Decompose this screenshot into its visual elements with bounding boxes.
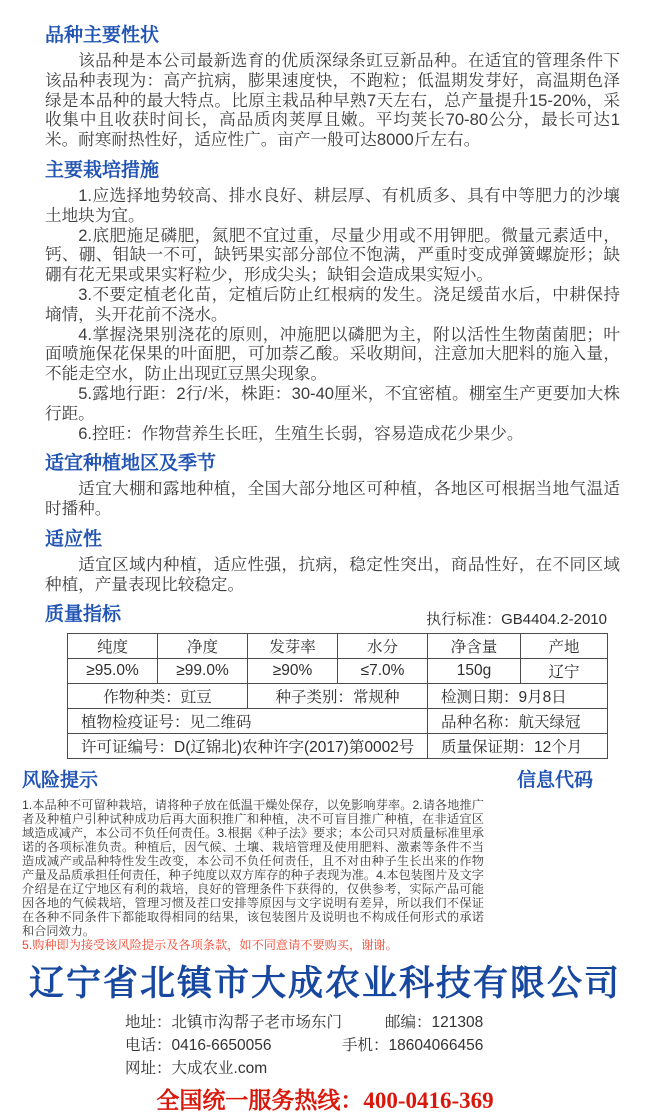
contact-row-phone xyxy=(125,1034,650,1057)
postal-pair xyxy=(385,1011,483,1034)
contact-row-address xyxy=(125,1011,650,1034)
section-heading-quality: 质量指标 xyxy=(45,603,122,625)
seed-class-cell: 种子类别：常规种 xyxy=(248,683,428,708)
table-value-cell: 辽宁 xyxy=(521,658,608,683)
table-value-cell: 150g xyxy=(428,658,521,683)
test-date-cell: 检测日期：9月8日 xyxy=(428,683,608,708)
table-header-cell: 水分 xyxy=(338,633,428,658)
section-heading-regions: 适宜种植地区及季节 xyxy=(45,453,217,475)
cultivation-item: 3.不要定植老化苗，定植后防止红根病的发生。浇足缓苗水后，中耕保持墒情，头开花前不浇水。 xyxy=(45,284,620,324)
mobile-label: 手机： xyxy=(342,1036,389,1054)
table-header-cell: 产地 xyxy=(521,633,608,658)
variety-name-cell: 品种名称：航天绿冠 xyxy=(428,708,608,733)
section-heading-info-code: 信息代码 xyxy=(516,769,593,791)
warranty-cell: 质量保证期：12个月 xyxy=(428,733,608,758)
contact-block xyxy=(125,1011,650,1080)
section-heading-risk: 风险提示 xyxy=(22,769,99,791)
risk-section xyxy=(0,759,650,953)
license-cell: 许可证编号：D(辽锦北)农种许字(2017)第0002号 xyxy=(68,733,428,758)
regions-paragraph: 适宜大棚和露地种植，全国大部分地区可种植，各地区可根据当地气温适时播种。 xyxy=(45,479,620,519)
table-header-cell: 净含量 xyxy=(428,633,521,658)
mobile-value: 18604066456 xyxy=(388,1036,484,1054)
address-value: 北镇市沟帮子老市场东门 xyxy=(171,1013,343,1031)
table-header-cell: 纯度 xyxy=(68,633,158,658)
section-heading-variety-traits: 品种主要性状 xyxy=(45,25,160,46)
variety-traits-paragraph: 该品种是本公司最新选育的优质深绿条豇豆新品种。在适宜的管理条件下该品种表现为：高产抗病，膨果速度快，不跑粒；低温期发芽好，高温期色泽绿是本品种的最大特点。比原主栽品种早熟7天左右，总产量提升15-20%，采收集中且收获时间长，高品质肉荚厚且嫩。平均荚长70-80公分，最长可达1米。耐寒耐热性好，适应性广。亩产一般可达8000斤左右。 xyxy=(45,51,620,150)
table-header-cell: 净度 xyxy=(158,633,248,658)
phone-label: 电话： xyxy=(125,1036,172,1054)
cultivation-item: 5.露地行距：2行/米，株距：30-40厘米，不宜密植。棚室生产更要加大株行距。 xyxy=(45,383,620,423)
risk-header-row xyxy=(22,763,615,796)
quality-table-info-row xyxy=(68,708,608,733)
table-value-cell: ≥90% xyxy=(248,658,338,683)
address-label: 地址： xyxy=(125,1013,172,1031)
postal-label: 邮编： xyxy=(385,1013,432,1031)
risk-notice-text: 1.本品种不可留种栽培，请将种子放在低温干燥处保存，以免影响芽率。2.请各地推广者及种植户引种试种成功后再大面积推广和种植，决不可盲目推广种植，在非适宜区域造成减产，本公司不负任何责任。3.根据《种子法》要求；本公司只对质量标准里承诺的各项标准负责。种植后，因气候、土壤、栽培管理及使用肥料、激素等条件不当造成减产或品种特性发生改变，本公司不负任何责任，且不对由种子生长出来的作物产量及品质承担任何责任，种子纯度以双方库存的种子表现为准。4.本包装图片及文字介绍是在辽宁地区有利的栽培，良好的管理条件下获得的，仅供参考，实际产品可能因各地的气候栽培，管理习惯及茬口安排等原因与文字说明有差异，所以我们不保证在各种不同条件下都能取得相同的结果，该包装图片及说明也不构成任何形式的承诺和合同效力。 xyxy=(22,797,484,939)
cultivation-item: 4.掌握浇果别浇花的原则，冲施肥以磷肥为主，附以活性生物菌菌肥；叶面喷施保花保果的叶面肥，可加萘乙酸。采收期间，注意加大肥料的施入量，不能走空水，防止出现豇豆黑尖现象。 xyxy=(45,324,620,384)
postal-value: 121308 xyxy=(431,1013,484,1031)
phone-pair xyxy=(125,1034,342,1057)
contact-row-web xyxy=(125,1057,650,1080)
address-pair xyxy=(125,1011,385,1034)
crop-kind-cell: 作物种类：豇豆 xyxy=(68,683,248,708)
quality-table xyxy=(67,633,608,759)
risk-accept-line: 5.购种即为接受该风险提示及各项条款，如不同意请不要购买，谢谢。 xyxy=(22,938,398,953)
quality-table-info-row xyxy=(68,733,608,758)
execution-standard: 执行标准：GB4404.2-2010 xyxy=(426,610,607,628)
cultivation-item: 6.控旺：作物营养生长旺，生殖生长弱，容易造成花少果少。 xyxy=(78,423,524,443)
mobile-pair xyxy=(342,1034,483,1057)
quality-table-info-row xyxy=(68,683,608,708)
table-value-cell: ≥99.0% xyxy=(158,658,248,683)
service-hotline: 全国统一服务热线：400-0416-369 xyxy=(156,1087,494,1113)
company-name: 辽宁省北镇市大成农业科技有限公司 xyxy=(28,963,621,1003)
section-heading-adaptability: 适应性 xyxy=(45,528,103,550)
phone-value: 0416-6650056 xyxy=(171,1036,272,1054)
quality-table-value-row xyxy=(68,658,608,683)
adaptability-paragraph: 适宜区域内种植，适应性强，抗病，稳定性突出，商品性好，在不同区域种植，产量表现比较稳定。 xyxy=(45,554,620,594)
web-pair xyxy=(125,1057,267,1080)
quality-header-row xyxy=(45,595,607,630)
section-heading-cultivation: 主要栽培措施 xyxy=(45,159,160,181)
web-value: 大成农业.com xyxy=(171,1059,268,1077)
quarantine-cell: 植物检疫证号：见二维码 xyxy=(68,708,428,733)
table-header-cell: 发芽率 xyxy=(248,633,338,658)
web-label: 网址： xyxy=(125,1059,172,1077)
quality-table-header-row xyxy=(68,633,608,658)
cultivation-item: 2.底肥施足磷肥，氮肥不宜过重，尽量少用或不用钾肥。微量元素适中，钙、硼、钼缺一不可，缺钙果实部分部位不饱满，严重时变成弹簧螺旋形；缺硼有花无果或果实籽粒少，形成尖头；缺钼会造成果实短小。 xyxy=(45,225,620,285)
cultivation-item: 1.应选择地势较高、排水良好、耕层厚、有机质多、具有中等肥力的沙壤土地块为宜。 xyxy=(45,185,620,225)
table-value-cell: ≥95.0% xyxy=(68,658,158,683)
footer xyxy=(0,963,650,1115)
table-value-cell: ≤7.0% xyxy=(338,658,428,683)
